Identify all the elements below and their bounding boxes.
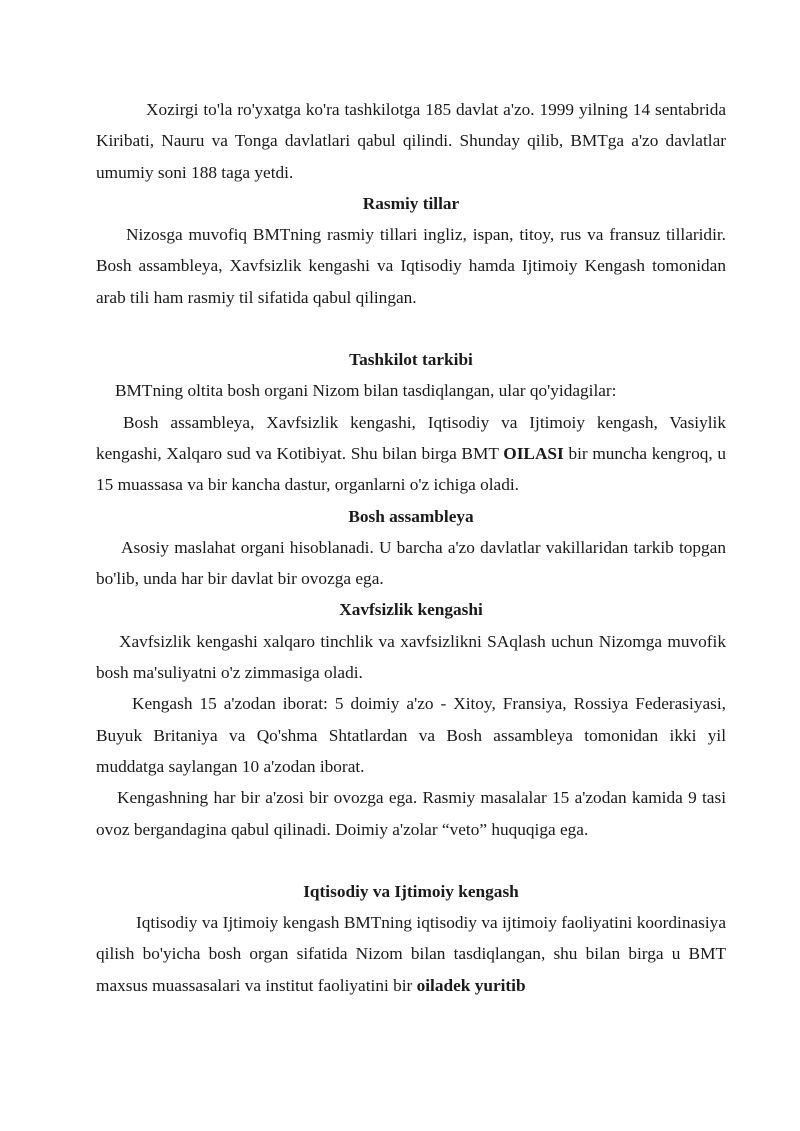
paragraph-security-council-role: Xavfsizlik kengashi xalqaro tinchlik va xavfsizlikni SAqlash uchun Nizomga muvofik bosh ma'suliyatni o'z zimmasiga oladi.: [96, 631, 726, 683]
text-run: bir muncha kengroq, u 15 muassasa va bir kancha dastur, organlarni o'z ichiga oladi.: [96, 443, 726, 495]
paragraph-main-organs-intro: BMTning oltita bosh organi Nizom bilan tasdiqlangan, ular qo'yidagilar:: [115, 381, 617, 401]
paragraph-membership: Xozirgi to'la ro'yxatga ko'ra tashkilotga 185 davlat a'zo. 1999 yilning 14 sentabrida Kiribati, Nauru va Tonga davlatlari qabul qilindi. Shunday qilib, BMTga a'zo davlatlar umumiy soni 188 taga yetdi.: [96, 100, 726, 182]
paragraph-main-organs-list: [96, 407, 726, 501]
text-run: Iqtisodiy va Ijtimoiy kengash BMTning iqtisodiy va ijtimoiy faoliyatini koordinasiya qilish bo'yicha bosh organ sifatida Nizom bilan tasdiqlangan, shu bilan birga u BMT maxsus muassasalari va institut faoliyatini bir: [96, 913, 726, 995]
heading-economic-social-council: Iqtisodiy va Ijtimoiy kengash: [303, 881, 519, 901]
paragraph-economic-social-council: [96, 907, 726, 1001]
document-page: [96, 94, 726, 1001]
paragraph-security-council-members: Kengash 15 a'zodan iborat: 5 doimiy a'zo - Xitoy, Fransiya, Rossiya Federasiyasi, Buyuk Britaniya va Qo'shma Shtatlardan va Bosh assambleya tomonidan ikki yil muddatga saylangan 10 a'zodan iborat.: [96, 694, 726, 776]
bold-text-run: oiladek yuritib: [416, 975, 526, 995]
paragraph-official-languages: Nizosga muvofiq BMTning rasmiy tillari ingliz, ispan, titoy, rus va fransuz tillaridir. Bosh assambleya, Xavfsizlik kengashi va Iqtisodiy hamda Ijtimoiy Kengash tomonidan arab tili ham rasmiy til sifatida qabul qilingan.: [96, 225, 726, 307]
heading-general-assembly: Bosh assambleya: [348, 506, 474, 526]
bold-text-run: OILASI: [503, 443, 564, 463]
paragraph-security-council-voting: Kengashning har bir a'zosi bir ovozga ega. Rasmiy masalalar 15 a'zodan kamida 9 tasi ovoz bergandagina qabul qilinadi. Doimiy a'zolar “veto” huquqiga ega.: [96, 788, 726, 839]
paragraph-general-assembly: Asosiy maslahat organi hisoblanadi. U barcha a'zo davlatlar vakillaridan tarkib topgan bo'lib, unda har bir davlat bir ovozga ega.: [96, 537, 726, 589]
heading-organization-structure: Tashkilot tarkibi: [349, 350, 473, 370]
heading-official-languages: Rasmiy tillar: [362, 193, 460, 213]
blank-line: [96, 845, 726, 876]
blank-line: [96, 313, 726, 344]
heading-security-council: Xavfsizlik kengashi: [339, 600, 483, 620]
text-run: Bosh assambleya, Xavfsizlik kengashi, Iqtisodiy va Ijtimoiy kengash, Vasiylik kengashi, Xalqaro sud va Kotibiyat. Shu bilan birga BMT: [96, 412, 726, 463]
